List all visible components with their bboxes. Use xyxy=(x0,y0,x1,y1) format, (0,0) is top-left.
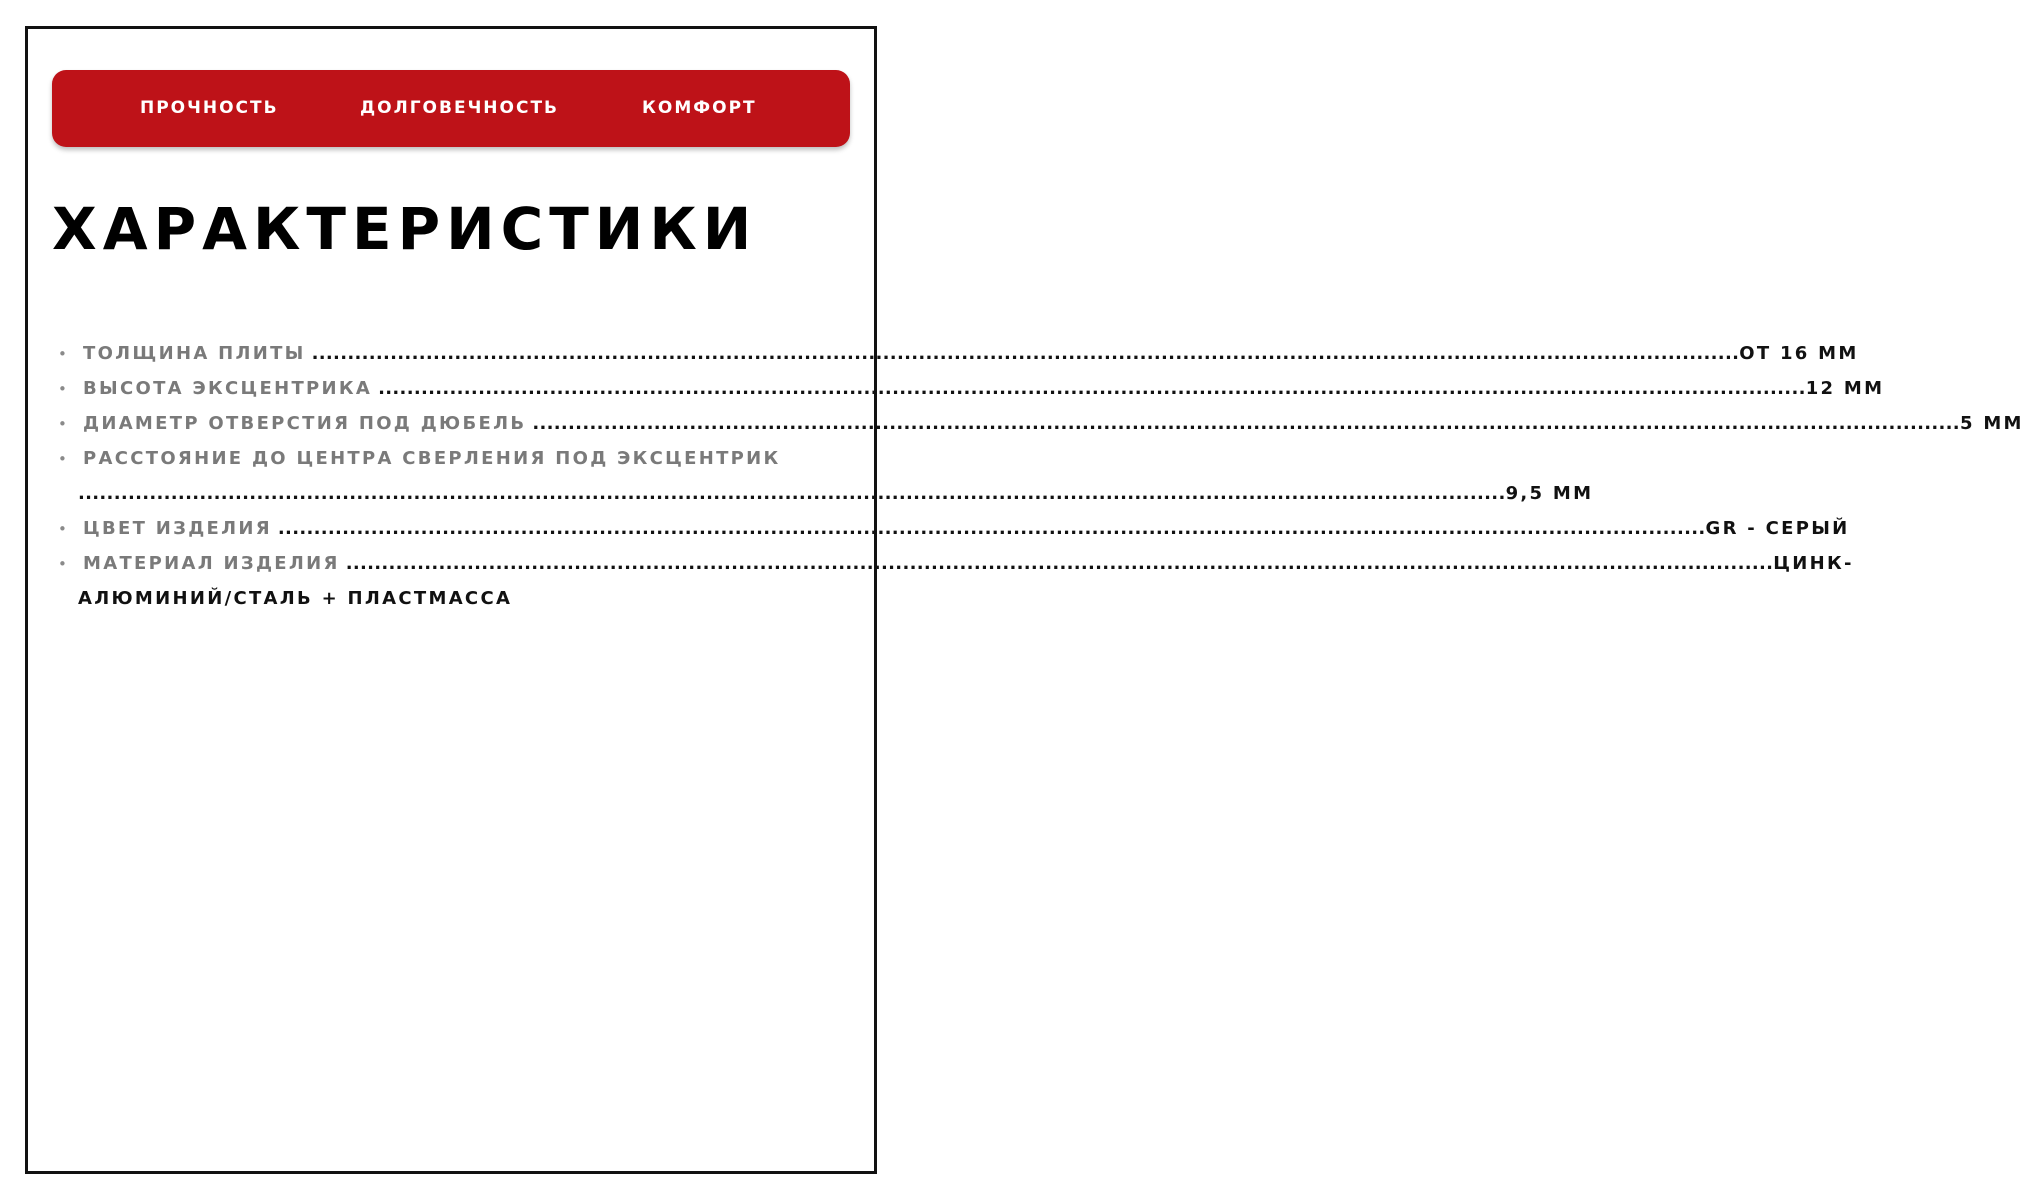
banner-item-comfort: КОМФОРТ xyxy=(642,98,757,118)
spec-value: GR - СЕРЫЙ xyxy=(1705,518,1850,539)
spec-value: 9,5 ММ xyxy=(1505,483,1594,504)
bullet-icon: • xyxy=(58,555,67,573)
spec-label: ТОЛЩИНА ПЛИТЫ xyxy=(83,343,306,364)
spec-label: ВЫСОТА ЭКСЦЕНТРИКА xyxy=(83,378,373,399)
spec-value: 12 ММ xyxy=(1805,378,1885,399)
dot-leader: ........................................................................................................................................................................................................ xyxy=(532,413,1960,434)
banner-item-durability: ДОЛГОВЕЧНОСТЬ xyxy=(360,98,560,118)
bullet-icon: • xyxy=(58,345,67,363)
banner-item-strength: ПРОЧНОСТЬ xyxy=(140,98,279,118)
spec-row-drill-distance-cont xyxy=(58,483,1594,518)
dot-leader: ........................................................................................................................................................................................................ xyxy=(378,378,1806,399)
dot-leader: ........................................................................................................................................................................................................ xyxy=(311,343,1740,364)
dot-leader: ........................................................................................................................................................................................................ xyxy=(78,483,1506,504)
bullet-icon: • xyxy=(58,520,67,538)
spec-row-drill-distance xyxy=(58,448,806,483)
dot-leader: ........................................................................................................................................................................................................ xyxy=(277,518,1706,539)
specs-list xyxy=(58,343,2024,623)
bullet-icon: • xyxy=(58,380,67,398)
spec-value: ЦИНК- xyxy=(1773,553,1854,574)
bullet-icon: • xyxy=(58,450,67,468)
spec-row-eccentric-height xyxy=(58,378,1885,413)
spec-value-continued: АЛЮМИНИЙ/СТАЛЬ + ПЛАСТМАССА xyxy=(78,588,513,609)
spec-label: ЦВЕТ ИЗДЕЛИЯ xyxy=(83,518,272,539)
page-title: ХАРАКТЕРИСТИКИ xyxy=(52,195,758,263)
bullet-icon: • xyxy=(58,415,67,433)
spec-row-hole-diameter xyxy=(58,413,2024,448)
spec-row-color xyxy=(58,518,1850,553)
spec-row-thickness xyxy=(58,343,1859,378)
feature-banner xyxy=(52,70,850,147)
spec-row-material-cont xyxy=(58,588,806,623)
spec-row-material xyxy=(58,553,1854,588)
page-frame xyxy=(25,26,2024,1174)
spec-label: РАССТОЯНИЕ ДО ЦЕНТРА СВЕРЛЕНИЯ ПОД ЭКСЦЕНТРИК xyxy=(83,448,781,469)
dot-leader: ........................................................................................................................................................................................................ xyxy=(345,553,1774,574)
spec-label: МАТЕРИАЛ ИЗДЕЛИЯ xyxy=(83,553,340,574)
spec-value: 5 ММ xyxy=(1959,413,2024,434)
spec-value: ОТ 16 ММ xyxy=(1739,343,1859,364)
spec-label: ДИАМЕТР ОТВЕРСТИЯ ПОД ДЮБЕЛЬ xyxy=(83,413,527,434)
